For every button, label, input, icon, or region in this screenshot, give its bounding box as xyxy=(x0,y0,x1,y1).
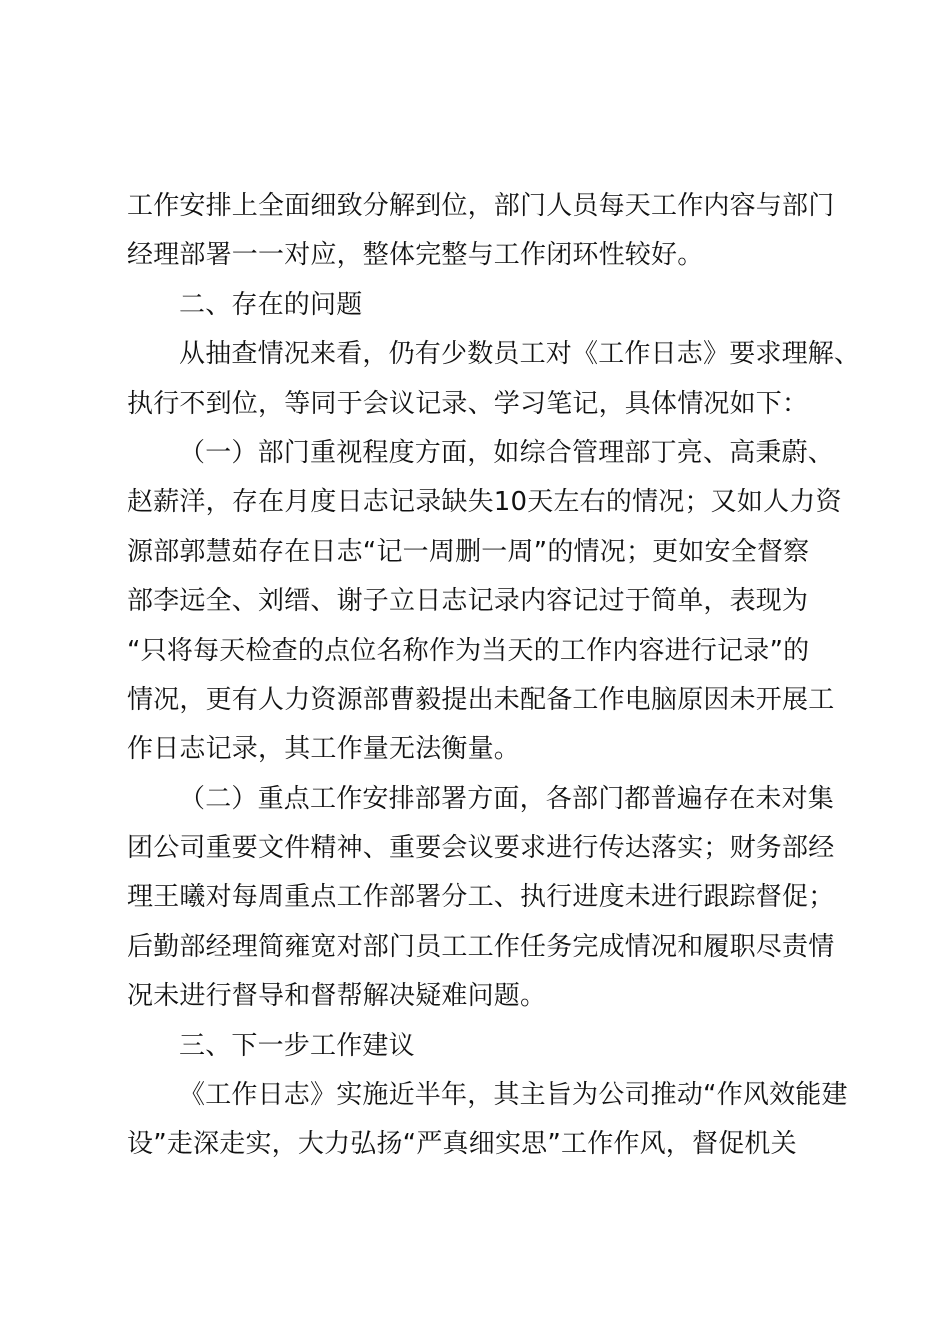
text-line: 部李远全、刘缙、谢子立日志记录内容记过于简单，表现为 xyxy=(127,586,809,617)
text-line: 工作安排上全面细致分解到位，部门人员每天工作内容与部门 xyxy=(127,191,835,221)
text-line: 后勤部经理简雍宽对部门员工工作任务完成情况和履职尽责情 xyxy=(127,931,835,962)
text-line: （二）重点工作安排部署方面，各部门都普遍存在未对集 xyxy=(179,783,835,814)
text-line: 团公司重要文件精神、重要会议要求进行传达落实；财务部经 xyxy=(127,833,835,864)
text-line: 况未进行督导和督帮解决疑难问题。 xyxy=(127,981,547,1012)
text-line: 赵薪洋，存在月度日志记录缺失10天左右的情况；又如人力资 xyxy=(127,487,842,518)
section-heading: 二、存在的问题 xyxy=(179,289,363,320)
text-line: 执行不到位，等同于会议记录、学习笔记，具体情况如下： xyxy=(127,388,809,419)
text-line: 作日志记录，其工作量无法衡量。 xyxy=(127,734,521,765)
text-line: 《工作日志》实施近半年，其主旨为公司推动“作风效能建 xyxy=(179,1080,848,1111)
text-line: 源部郭慧茹存在日志“记一周删一周”的情况；更如安全督察 xyxy=(127,536,810,567)
section-heading: 三、下一步工作建议 xyxy=(179,1030,415,1061)
text-line: （一）部门重视程度方面，如综合管理部丁亮、高秉蔚、 xyxy=(179,437,835,468)
document-body xyxy=(127,182,861,1170)
text-line: 理王曦对每周重点工作部署分工、执行进度未进行跟踪督促； xyxy=(127,882,835,913)
text-line: “只将每天检查的点位名称作为当天的工作内容进行记录”的 xyxy=(127,635,810,666)
text-line: 经理部署一一对应，整体完整与工作闭环性较好。 xyxy=(127,240,704,271)
text-line: 情况，更有人力资源部曹毅提出未配备工作电脑原因未开展工 xyxy=(127,684,835,715)
text-line: 从抽查情况来看，仍有少数员工对《工作日志》要求理解、 xyxy=(179,339,861,370)
text-line: 设”走深走实，大力弘扬“严真细实思”工作作风，督促机关 xyxy=(127,1129,797,1160)
